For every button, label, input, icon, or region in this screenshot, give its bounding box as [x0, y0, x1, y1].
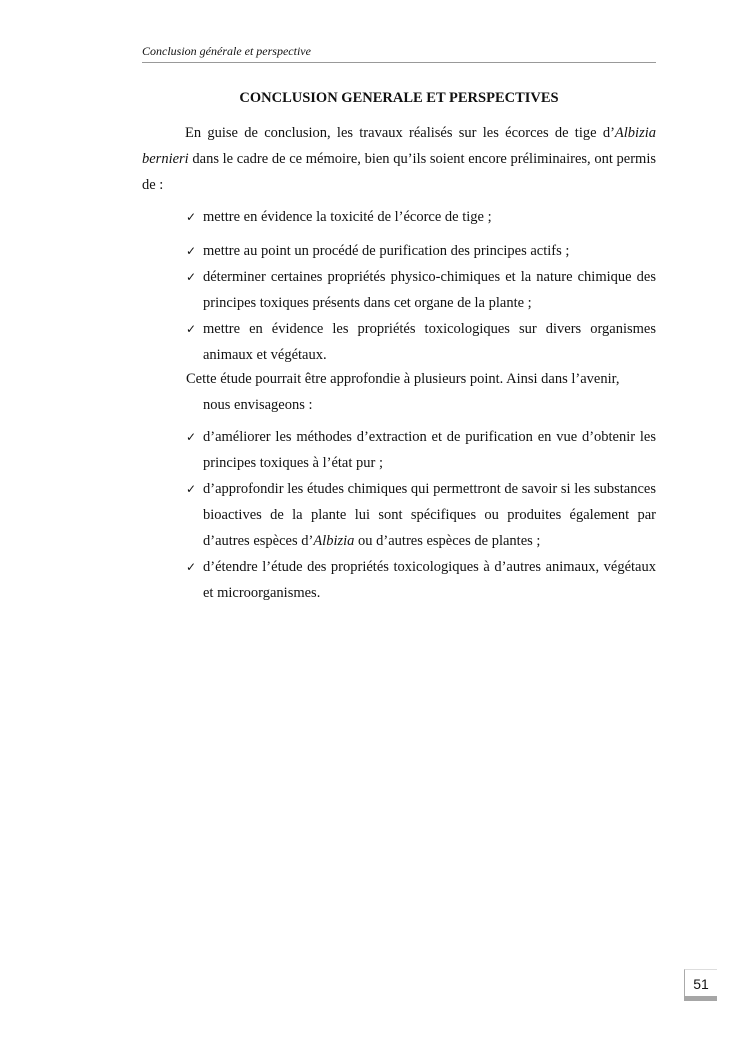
- list-item-text-start: d’approfondir les études chimiques qui permettront de savoir si les substances bioactives de la plante lui sont spécifiques ou produites également par d’autres espèces d’: [203, 481, 656, 549]
- intro-paragraph: [142, 120, 656, 198]
- page-number-bar: [684, 996, 717, 1001]
- perspectives-intro: [186, 366, 656, 418]
- checkmark-icon: ✓: [186, 270, 197, 284]
- list-item: [186, 476, 656, 554]
- list-item: [186, 554, 656, 606]
- results-list: [186, 204, 656, 368]
- perspectives-intro-line2: nous envisageons :: [203, 397, 313, 413]
- list-item-text-end: ou d’autres espèces de plantes ;: [354, 533, 541, 549]
- list-item-text: d’améliorer les méthodes d’extraction et de purification en vue d’obtenir les principes toxiques à l’état pur ;: [203, 429, 656, 471]
- species-name: Albizia bernieri: [142, 125, 656, 167]
- checkmark-icon: ✓: [186, 210, 197, 224]
- intro-text-start: En guise de conclusion, les travaux réalisés sur les écorces de tige d’: [185, 125, 615, 141]
- checkmark-icon: ✓: [186, 560, 197, 574]
- running-header: Conclusion générale et perspective: [142, 44, 311, 58]
- list-item-text: déterminer certaines propriétés physico-chimiques et la nature chimique des principes toxiques présents dans cet organe de la plante ;: [203, 269, 656, 311]
- checkmark-icon: ✓: [186, 322, 197, 336]
- intro-text-end: dans le cadre de ce mémoire, bien qu’ils soient encore préliminaires, ont permis de :: [142, 151, 656, 193]
- list-item: [186, 238, 656, 264]
- checkmark-icon: ✓: [186, 482, 197, 496]
- list-item: [186, 424, 656, 476]
- checkmark-icon: ✓: [186, 244, 197, 258]
- perspectives-list: [186, 424, 656, 606]
- header-divider: [142, 62, 656, 63]
- perspectives-intro-line1: Cette étude pourrait être approfondie à plusieurs point. Ainsi dans l’avenir,: [186, 371, 620, 387]
- checkmark-icon: ✓: [186, 430, 197, 444]
- genus-name: Albizia: [313, 533, 355, 549]
- list-item: [186, 264, 656, 316]
- list-item: [186, 204, 656, 230]
- list-item-text: mettre en évidence les propriétés toxicologiques sur divers organismes animaux et végétaux.: [203, 321, 656, 363]
- list-item-text: mettre en évidence la toxicité de l’écorce de tige ;: [203, 209, 492, 225]
- list-item-text: mettre au point un procédé de purification des principes actifs ;: [203, 243, 570, 259]
- page-number: 51: [684, 969, 717, 998]
- list-item-text: d’étendre l’étude des propriétés toxicologiques à d’autres animaux, végétaux et microorganismes.: [203, 559, 656, 601]
- list-item: [186, 316, 656, 368]
- page-title: CONCLUSION GENERALE ET PERSPECTIVES: [239, 90, 559, 106]
